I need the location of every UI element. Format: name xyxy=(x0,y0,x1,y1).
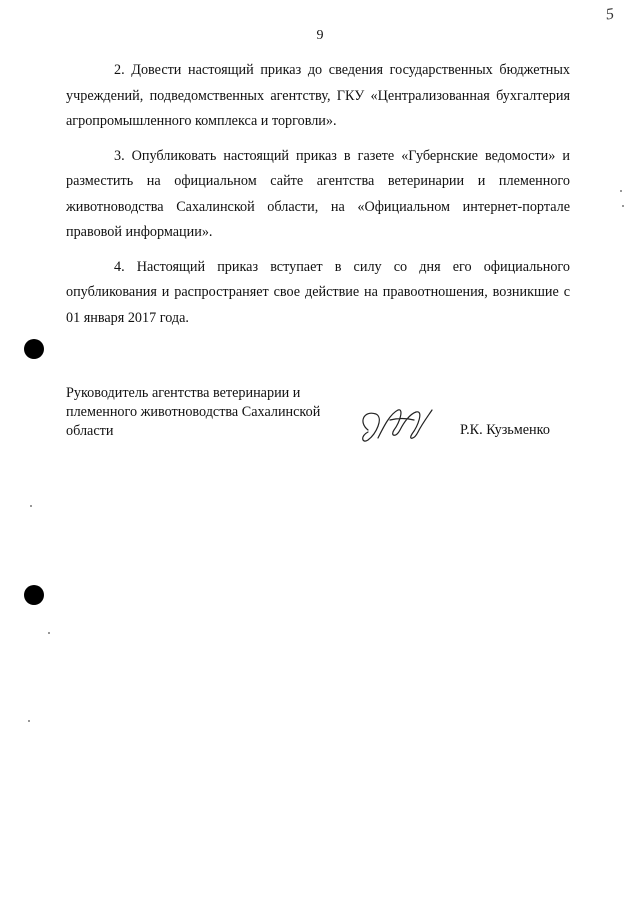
paragraph-3: 3. Опубликовать настоящий приказ в газете «Губернские ведомости» и разместить на официальном сайте агентства ветеринарии и племенного животноводства Сахалинской области, на «Официальном интернет-портале правовой информации». xyxy=(66,147,570,240)
punch-hole-top xyxy=(24,339,44,359)
scan-speck xyxy=(622,205,624,207)
signature-block xyxy=(66,384,570,464)
handwritten-page-mark: 5 xyxy=(604,5,616,24)
punch-hole-bottom xyxy=(24,585,44,605)
scan-speck xyxy=(48,632,50,634)
signatory-title: Руководитель агентства ветеринарии и племенного животноводства Сахалинской области xyxy=(66,385,321,439)
scan-speck xyxy=(620,190,622,192)
handwritten-signature xyxy=(354,400,434,448)
paragraph-2: 2. Довести настоящий приказ до сведения государственных бюджетных учреждений, подведомственных агентству, ГКУ «Централизованная бухгалтерия агропромышленного комплекса и торговли». xyxy=(66,62,570,129)
paragraph-4: 4. Настоящий приказ вступает в силу со дня его официального опубликования и распространяет свое действие на правоотношения, возникшие с 01 января 2017 года. xyxy=(66,258,570,326)
scan-speck xyxy=(30,505,32,507)
scan-speck xyxy=(28,720,30,722)
signatory-name: Р.К. Кузьменко xyxy=(460,422,550,438)
document-body xyxy=(66,58,570,340)
page-number: 9 xyxy=(316,28,324,43)
